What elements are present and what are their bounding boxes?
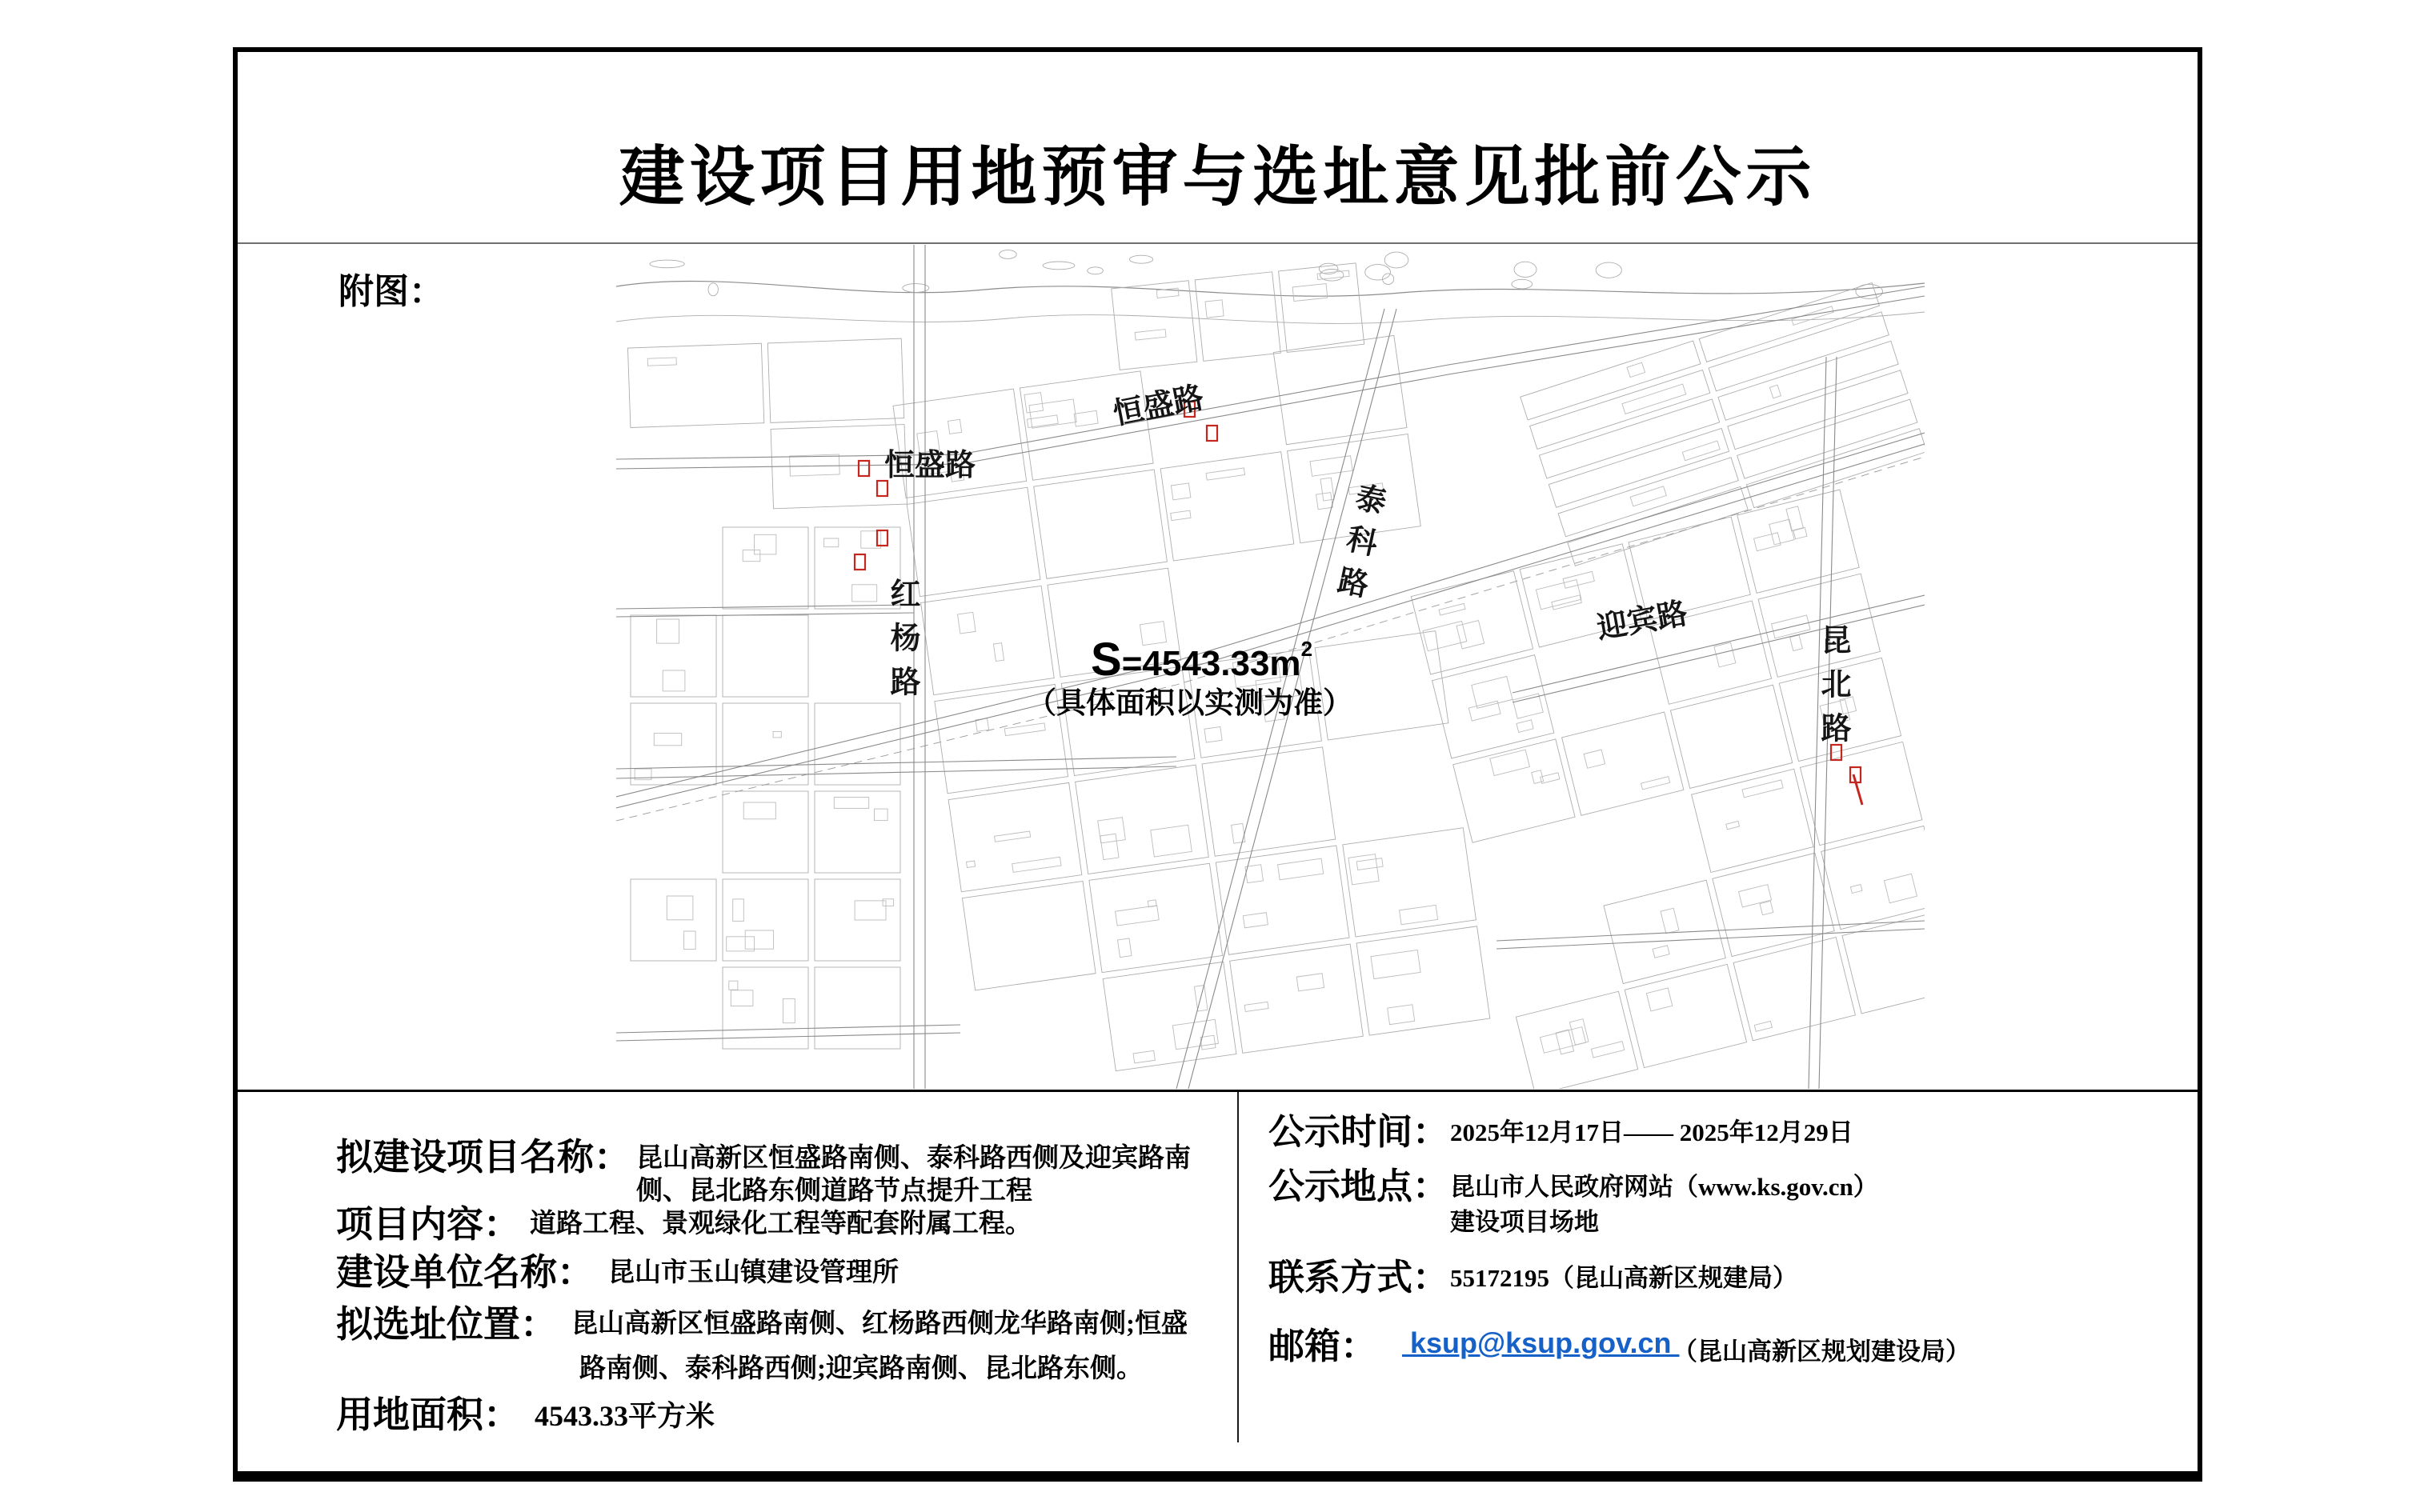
project-name-line2: 侧、昆北路东侧道路节点提升工程: [636, 1177, 1032, 1206]
project-name-line1: 昆山高新区恒盛路南侧、泰科路西侧及迎宾路南: [636, 1144, 1191, 1173]
site-area-note: （具体面积以实测为准）: [1027, 686, 1352, 719]
email-suffix: （昆山高新区规划建设局）: [1673, 1338, 1970, 1366]
notice-place-line1: 昆山市人民政府网站（www.ks.gov.cn）: [1450, 1173, 1878, 1201]
land-area-label: 用地面积：: [336, 1394, 520, 1435]
construction-unit-label: 建设单位名称：: [336, 1252, 594, 1293]
email-label: 邮箱：: [1268, 1326, 1377, 1366]
construction-unit-value: 昆山市玉山镇建设管理所: [608, 1258, 899, 1287]
road-label-hengsheng-west: 恒盛路: [884, 449, 976, 482]
road-label-taike: 泰科路: [1328, 479, 1388, 611]
area-symbol: S: [1091, 634, 1122, 686]
contact-value: 55172195（昆山高新区规建局）: [1450, 1264, 1797, 1292]
notice-time-label: 公示时间：: [1268, 1112, 1449, 1152]
land-area-value: 4543.33平方米: [535, 1400, 715, 1432]
site-location-line1: 昆山高新区恒盛路南侧、红杨路西侧龙华路南侧;恒盛: [571, 1310, 1188, 1338]
title-divider: [238, 242, 2198, 244]
road-label-yingbin: 迎宾路: [1594, 596, 1690, 646]
notice-place-label: 公示地点：: [1268, 1166, 1449, 1206]
page-title: 建设项目用地预审与选址意见批前公示: [619, 141, 1817, 214]
section-divider: [238, 1090, 2198, 1092]
email-link[interactable]: ksup@ksup.gov.cn: [1402, 1326, 1680, 1359]
project-content-value: 道路工程、景观绿化工程等配套附属工程。: [530, 1210, 1032, 1238]
site-location-label: 拟选址位置：: [336, 1304, 557, 1345]
site-location-line2: 路南侧、泰科路西侧;迎宾路南侧、昆北路东侧。: [579, 1354, 1143, 1383]
road-label-kunbei: 昆北路: [1816, 624, 1849, 756]
area-exponent: 2: [1300, 637, 1313, 661]
contact-label: 联系方式：: [1268, 1258, 1449, 1298]
notice-time-value: 2025年12月17日—— 2025年12月29日: [1450, 1118, 1853, 1146]
road-label-hongyang: 红杨路: [885, 578, 919, 710]
area-value: =4543.33m: [1121, 644, 1301, 683]
map-caption: 附图：: [339, 272, 444, 311]
road-label-hengsheng-east: 恒盛路: [1110, 381, 1207, 432]
project-name-label: 拟建设项目名称：: [336, 1137, 631, 1178]
notice-place-line2: 建设项目场地: [1450, 1208, 1599, 1236]
column-divider: [1237, 1092, 1239, 1442]
project-content-label: 项目内容：: [336, 1204, 520, 1245]
